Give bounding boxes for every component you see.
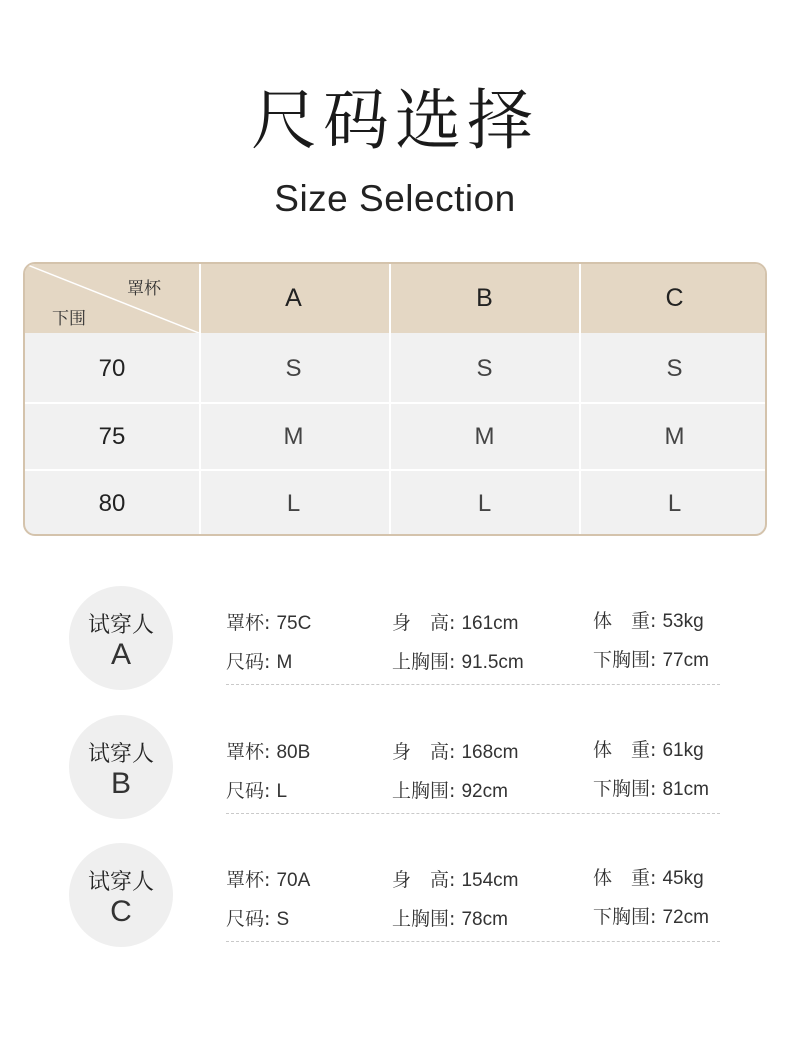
corner-label-band: 下围 — [52, 309, 86, 329]
page-title: 尺码选择 — [251, 82, 539, 159]
tester-letter: B — [110, 767, 131, 800]
size-cell: S — [476, 355, 493, 382]
tester-under-bust: 下胸围: 77cm — [593, 649, 709, 671]
tester-upper-bust: 上胸围: 92cm — [392, 780, 508, 802]
tester-size: 尺码: M — [226, 651, 293, 673]
tester-label: 试穿人 — [87, 870, 154, 895]
band-75: 75 — [98, 423, 126, 450]
tester-label: 试穿人 — [87, 742, 154, 767]
size-cell: L — [667, 490, 682, 517]
dashed-divider — [226, 813, 720, 814]
tester-weight: 体 重: 61kg — [593, 739, 704, 761]
size-cell: L — [477, 490, 492, 517]
tester-height: 身 高: 161cm — [392, 612, 519, 634]
tester-weight: 体 重: 45kg — [593, 867, 704, 889]
size-cell: M — [474, 423, 495, 450]
tester-cup: 罩杯: 80B — [226, 741, 311, 763]
tester-letter: A — [110, 638, 131, 671]
header-cup-a: A — [285, 284, 302, 312]
tester-size: 尺码: S — [226, 908, 290, 930]
page-subtitle: Size Selection — [274, 178, 516, 219]
tester-avatar — [69, 715, 173, 819]
tester-under-bust: 下胸围: 81cm — [593, 778, 709, 800]
tester-label: 试穿人 — [87, 613, 154, 638]
size-cell: S — [285, 355, 302, 382]
tester-card-c — [0, 843, 790, 953]
tester-card-a — [0, 586, 790, 696]
tester-cup: 罩杯: 75C — [226, 612, 312, 634]
tester-letter: C — [110, 895, 132, 928]
tester-card-b — [0, 715, 790, 825]
tester-weight: 体 重: 53kg — [593, 610, 704, 632]
tester-avatar — [69, 586, 173, 690]
tester-upper-bust: 上胸围: 78cm — [392, 908, 508, 930]
size-cell: M — [283, 423, 304, 450]
dashed-divider — [226, 684, 720, 685]
tester-cup: 罩杯: 70A — [226, 869, 311, 891]
corner-cell — [25, 264, 199, 333]
table-header-row — [25, 264, 765, 333]
size-table — [23, 262, 767, 536]
size-cell: S — [666, 355, 683, 382]
band-70: 70 — [98, 355, 126, 382]
tester-height: 身 高: 154cm — [392, 869, 519, 891]
size-cell: M — [664, 423, 685, 450]
header-cup-b: B — [476, 284, 493, 312]
header-cup-c: C — [665, 284, 684, 312]
size-cell: L — [286, 490, 301, 517]
tester-size: 尺码: L — [226, 780, 288, 802]
tester-under-bust: 下胸围: 72cm — [593, 906, 709, 928]
tester-avatar — [69, 843, 173, 947]
tester-upper-bust: 上胸围: 91.5cm — [392, 651, 524, 673]
corner-label-cup: 罩杯 — [127, 279, 161, 299]
dashed-divider — [226, 941, 720, 942]
tester-height: 身 高: 168cm — [392, 741, 519, 763]
band-80: 80 — [98, 490, 126, 517]
